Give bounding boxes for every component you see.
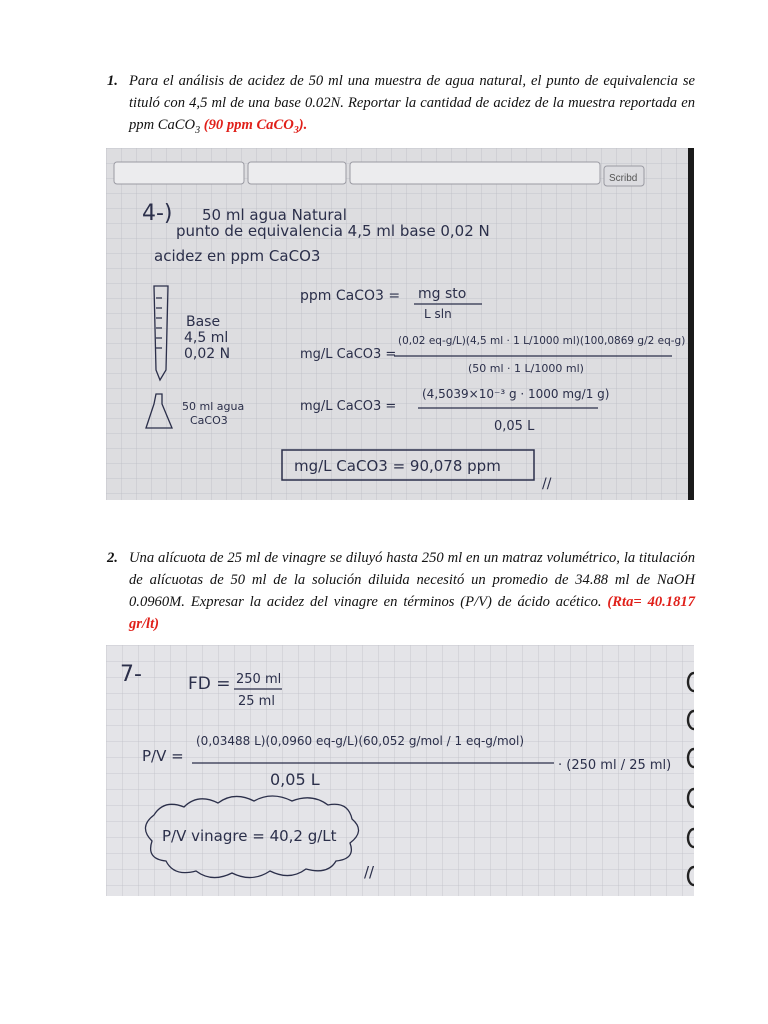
problem-1-answer: (90 ppm CaCO$_3$).: [203, 117, 308, 136]
flask-label-2: CaCO3: [190, 414, 228, 427]
result-1: mg/L CaCO3 = 90,078 ppm: [294, 457, 501, 475]
pv-numerator: (0,03488 L)(0,0960 eq-g/L)(60,052 g/mol / 1 eq-g/mol): [196, 734, 524, 748]
scribd-label: Scribd: [609, 173, 638, 184]
problem-2-number: 2.: [107, 550, 118, 566]
exercise-number-2: 7-: [120, 662, 142, 687]
data-line-2: punto de equivalencia 4,5 ml base 0,02 N: [176, 222, 490, 240]
formula-1-lhs: ppm CaCO3 =: [300, 288, 401, 304]
problem-2-statement: Una alícuota de 25 ml de vinagre se diluyó hasta 250 ml en un matraz volumétrico, la titulación de alícuotas de 50 ml de la solución diluida necesitó un promedio de 34.88 ml de NaOH 0.0960M. Expresar la acidez del vinagre en términos (P/V) de ácido acético.: [129, 550, 695, 610]
problem-2-text: [129, 547, 695, 635]
fd-denominator: 25 ml: [238, 694, 275, 709]
solution-photo-2: [106, 645, 694, 896]
pv-dilution-factor: · (250 ml / 25 ml): [558, 758, 672, 773]
formula-3-numerator: (4,5039×10⁻³ g · 1000 mg/1 g): [422, 387, 610, 401]
base-volume: 4,5 ml: [184, 330, 229, 346]
svg-text://: //: [542, 476, 552, 492]
flask-label-1: 50 ml agua: [182, 400, 245, 413]
formula-1-numerator: mg sto: [418, 286, 467, 302]
fd-numerator: 250 ml: [236, 672, 282, 687]
exercise-number: 4-): [142, 201, 173, 226]
svg-text://: //: [364, 863, 375, 881]
result-2: P/V vinagre = 40,2 g/Lt: [162, 827, 337, 845]
problem-1-number: 1.: [107, 73, 118, 89]
solution-photo-1: [106, 148, 694, 500]
base-label: Base: [186, 314, 221, 330]
formula-3-denominator: 0,05 L: [494, 419, 535, 434]
problem-1-text: [129, 70, 695, 142]
problem-2-answer: (Rta= 40.1817 gr/lt): [129, 594, 695, 632]
data-line-1: 50 ml agua Natural: [202, 206, 347, 224]
base-concentration: 0,02 N: [184, 346, 231, 362]
problem-1-sub: 3: [195, 124, 201, 136]
data-line-3: acidez en ppm CaCO3: [154, 247, 321, 265]
problem-1-statement: Para el análisis de acidez de 50 ml una muestra de agua natural, el punto de equivalencia se tituló con 4,5 ml de una base 0.02N. Reportar la cantidad de acidez de la muestra reportada en ppm CaCO: [129, 73, 695, 133]
problem-2: [107, 547, 695, 635]
formula-3-lhs: mg/L CaCO3 =: [300, 399, 397, 414]
problem-1: [107, 70, 695, 142]
fd-lhs: FD =: [188, 674, 231, 694]
pv-lhs: P/V =: [142, 747, 184, 765]
pv-denominator: 0,05 L: [270, 770, 320, 789]
formula-2-numerator: (0,02 eq-g/L)(4,5 ml · 1 L/1000 ml)(100,0869 g/2 eq-g): [398, 335, 686, 347]
formula-2-lhs: mg/L CaCO3 =: [300, 347, 397, 362]
formula-1-denominator: L sln: [424, 307, 452, 321]
formula-2-denominator: (50 ml · 1 L/1000 ml): [468, 362, 584, 375]
